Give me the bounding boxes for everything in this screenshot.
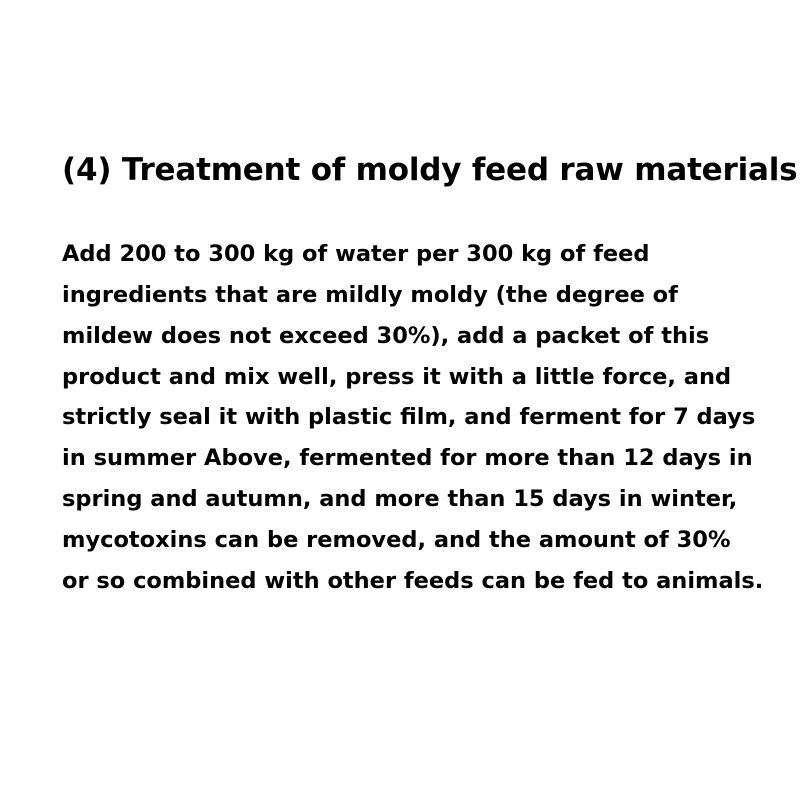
paragraph-line: in summer Above, fermented for more than 12 days in [62, 445, 753, 472]
paragraph-line: Add 200 to 300 kg of water per 300 kg of feed [62, 241, 650, 268]
document [62, 150, 798, 601]
paragraph-line: or so combined with other feeds can be fed to animals. [62, 567, 764, 594]
paragraph-line: product and mix well, press it with a little force, and [62, 363, 732, 390]
paragraph-line: ingredients that are mildly moldy (the degree of [62, 282, 678, 309]
paragraph-line: mildew does not exceed 30%), add a packet of this [62, 322, 710, 349]
paragraph-line: mycotoxins can be removed, and the amount of 30% [62, 526, 731, 553]
paragraph-line: strictly seal it with plastic film, and ferment for 7 days [62, 404, 756, 431]
section-title: (4) Treatment of moldy feed raw materials [62, 152, 798, 188]
paragraph-line: spring and autumn, and more than 15 days in winter, [62, 486, 738, 513]
body-paragraph [62, 234, 764, 601]
